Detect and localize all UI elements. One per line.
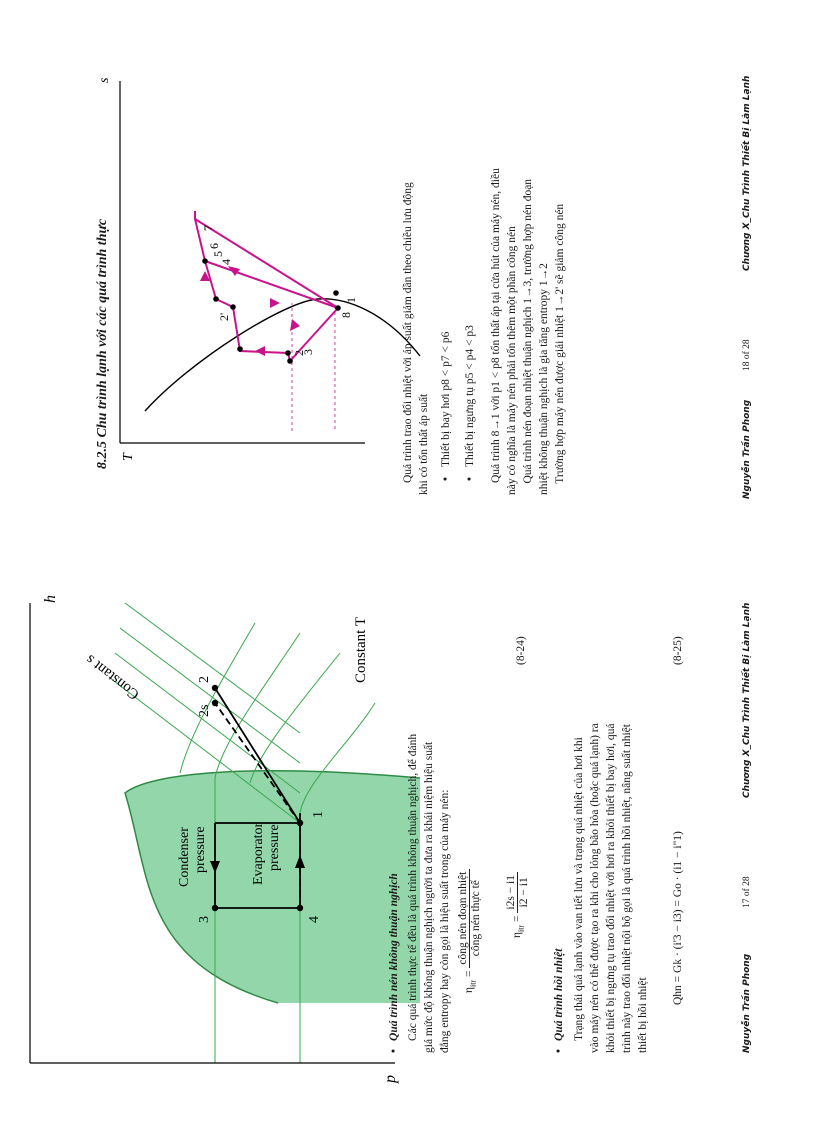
equation-number-8-24: (8-24)	[515, 636, 527, 665]
ts-diagram	[0, 0, 380, 561]
point-label-3: 3	[197, 916, 212, 923]
label-evaporator-1: Evaporator	[251, 822, 266, 885]
label-condenser-2: pressure	[193, 826, 208, 873]
section-title-regeneration: •Quá trình hồi nhiệt	[553, 948, 565, 1053]
page-18	[0, 0, 816, 561]
section1-line-3: đẳng entropy hay còn gọi là hiệu suất trong của máy nén:	[439, 789, 451, 1053]
ts-point-label-8: 8	[339, 312, 353, 318]
footer-author: Nguyễn Trần Phong	[742, 399, 752, 499]
axis-label-h: h	[42, 595, 59, 603]
ts-axes	[120, 81, 365, 443]
section2-line-1: Trạng thái quá lạnh vào van tiết lưu và trạng quá nhiệt của hơi khi	[573, 737, 585, 1041]
bullet-evaporator-pressure: •Thiết bị bay hơi p8 < p7 < p6	[440, 331, 452, 481]
footer-page-number: 18 of 28	[742, 339, 752, 371]
footer-page-number: 17 of 28	[742, 876, 752, 908]
ts-point-label-4: 4	[219, 259, 233, 265]
page-17	[0, 562, 816, 1123]
section2-line-5: thiết bị hồi nhiệt	[637, 977, 649, 1053]
para1-line-1: Quá trình trao đổi nhiệt với áp suất giảm dần theo chiều lưu động	[402, 182, 414, 483]
eq1-denominator: công nén thực tế	[470, 880, 482, 957]
ts-point-label-6: 6	[207, 243, 221, 249]
para2-line-1: Quá trình 8→1 với p1 < p8 tổn thất áp tại cửa hút của máy nén, điều	[490, 168, 502, 483]
point-label-1: 1	[311, 811, 326, 818]
equation-efficiency-enthalpy: $\eta_{itr}$ = i2s − i1 i2 − i1	[505, 872, 530, 938]
label-constant-s: Constant s	[83, 651, 143, 703]
label-condenser-1: Condenser	[177, 827, 192, 887]
para2-line-2: này có nghĩa là máy nén phải tốn thêm một phần công nén	[506, 226, 518, 495]
label-evaporator-2: pressure	[267, 824, 282, 871]
footer-chapter: Chương X_Chu Trình Thiết Bị Làm Lạnh	[742, 75, 752, 271]
saturation-dome	[125, 771, 420, 1003]
ts-point-label-3: 3	[301, 349, 315, 355]
para1-line-2: khi có tổn thất áp suất	[418, 393, 430, 495]
section-heading-8-2-5: 8.2.5 Chu trình lạnh với các quá trình thực	[95, 218, 110, 469]
para2-line-4: nhiệt không thuận nghịch là gia tăng entropy 1→2	[538, 263, 550, 495]
label-constant-t: Constant T	[353, 617, 369, 683]
ts-point-label-2: 2	[292, 350, 306, 356]
axis-label-p: p	[382, 1075, 399, 1083]
axis-label-s: s	[97, 77, 112, 83]
footer-author: Nguyễn Trần Phong	[742, 953, 752, 1053]
equation-number-8-25: (8-25)	[672, 636, 684, 665]
ts-point-label-1: 1	[344, 297, 358, 303]
ts-point-label-7: 7	[201, 225, 215, 231]
section1-line-2: giá mức độ không thuận nghịch người ta đưa ra khái niệm hiệu suất	[423, 741, 435, 1053]
eq1-numerator: công nén đoạn nhiệt	[457, 869, 470, 968]
para2-line-5: Trường hợp máy nén được giải nhiệt 1→2' sẽ giảm công nén	[554, 203, 566, 495]
section2-line-3: khỏi thiết bị ngưng tụ trao đổi nhiệt với hơi ra khỏi thiết bị bay hơi, quá	[605, 723, 617, 1053]
ts-cycle	[195, 211, 338, 361]
para2-line-3: Quá trình nén đoạn nhiệt thuận nghịch 1→3, trường hợp nén đoạn	[522, 178, 534, 495]
bullet-condenser-pressure: •Thiết bị ngưng tụ p5 < p4 < p3	[464, 325, 476, 481]
equation-regenerator-heat: Qhn = Gk · (i'3 − i3) = Go · (i1 − i"1)	[672, 831, 684, 1005]
eq2-numerator: i2s − i1	[505, 872, 518, 913]
ts-state-points	[202, 258, 341, 364]
section2-line-2: vào máy nén có thể được tạo ra khi cho lỏng bão hòa (hoặc quá lạnh) ra	[589, 723, 601, 1053]
point-label-2: 2	[197, 676, 212, 683]
eq2-denominator: i2 − i1	[518, 877, 530, 908]
point-label-2s: 2s	[197, 704, 212, 717]
axis-label-t: T	[121, 453, 136, 461]
saturation-dome-ts	[145, 299, 420, 411]
ts-point-label-5: 5	[211, 251, 225, 257]
ts-point-label-2prime: 2'	[217, 312, 231, 321]
section2-line-4: trình này trao đổi nhiệt nội bộ gọi là quá trình hồi nhiệt, nâng suất nhiệt	[621, 724, 633, 1053]
equation-efficiency-definition: $\eta_{itr}$ = công nén đoạn nhiệt công nén thực tế	[457, 869, 482, 993]
section-title-irreversible-compression: •Quá trình nén không thuận nghịch	[388, 873, 400, 1053]
section1-line-1: Các quá trình thực tế đều là quá trình không thuận nghịch, để đánh	[407, 733, 419, 1041]
footer-chapter: Chương X_Chu Trình Thiết Bị Làm Lạnh	[742, 602, 752, 798]
point-label-4: 4	[307, 916, 322, 923]
